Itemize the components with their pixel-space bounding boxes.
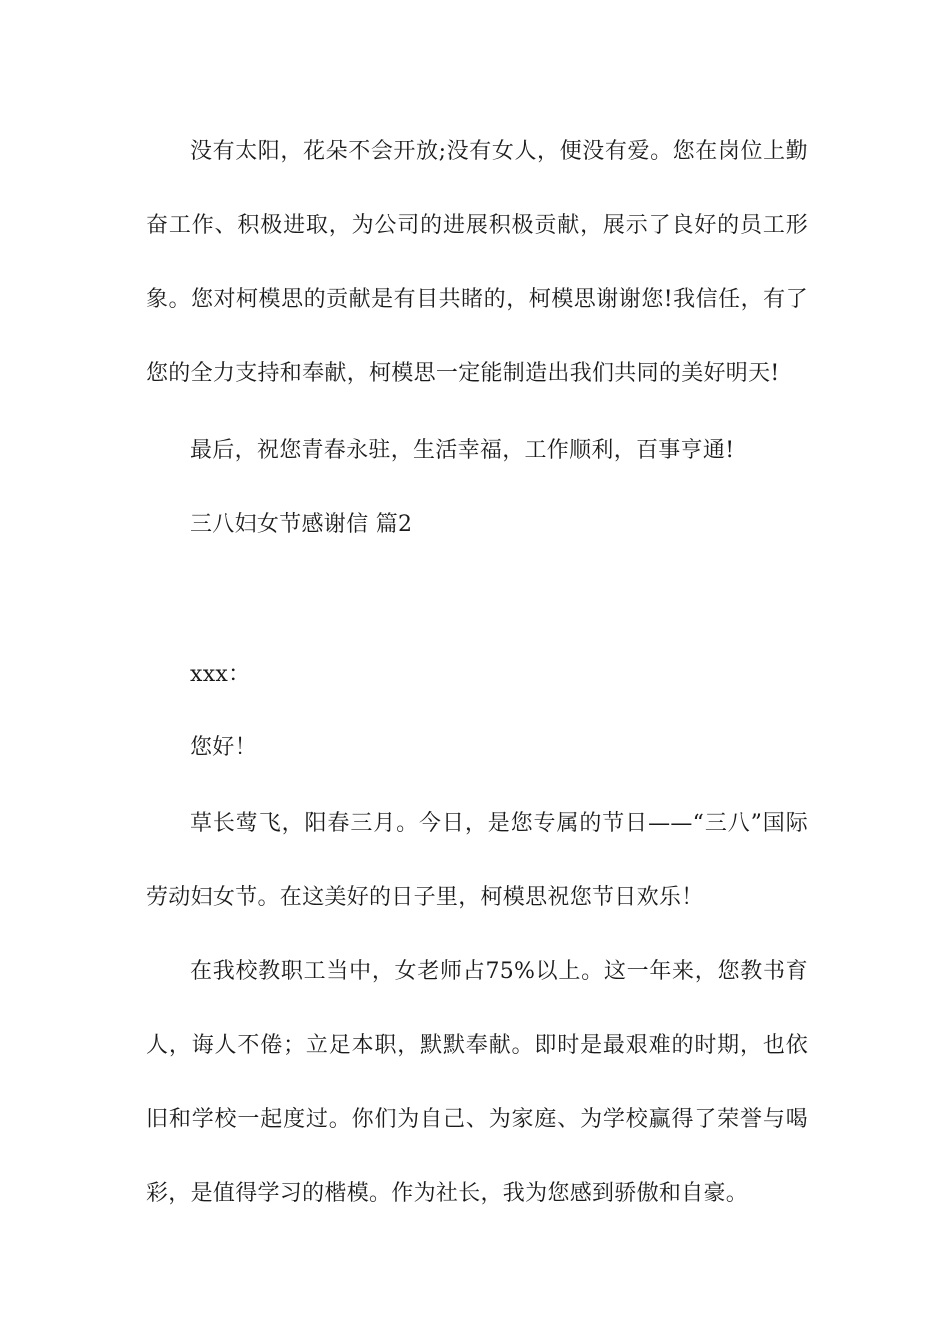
- section-heading: 三八妇女节感谢信 篇2: [190, 512, 413, 537]
- greeting: 您好！: [190, 735, 257, 760]
- paragraph-teachers: 在我校教职工当中，女老师占75%以上。这一年来，您教书育人，诲人不倦；立足本职，默默奉献。即时是最艰难的时期，也依旧和学校一起度过。你们为自己、为家庭、为学校赢得了荣誉与喝彩，是值得学习的楷模。作为社长，我为您感到骄傲和自豪。: [146, 959, 808, 1206]
- paragraph-closing-wish: 最后，祝您青春永驻，生活幸福，工作顺利，百事亨通!: [190, 438, 735, 463]
- salutation: xxx：: [190, 662, 251, 687]
- paragraph-holiday: 草长莺飞，阳春三月。今日，是您专属的节日——“三八”国际劳动妇女节。在这美好的日子里，柯模思祝您节日欢乐！: [146, 811, 808, 910]
- paragraph-intro: 没有太阳，花朵不会开放;没有女人，便没有爱。您在岗位上勤奋工作、积极进取，为公司的进展积极贡献，展示了良好的员工形象。您对柯模思的贡献是有目共睹的，柯模思谢谢您!我信任，有了您的全力支持和奉献，柯模思一定能制造出我们共同的美好明天!: [146, 139, 808, 386]
